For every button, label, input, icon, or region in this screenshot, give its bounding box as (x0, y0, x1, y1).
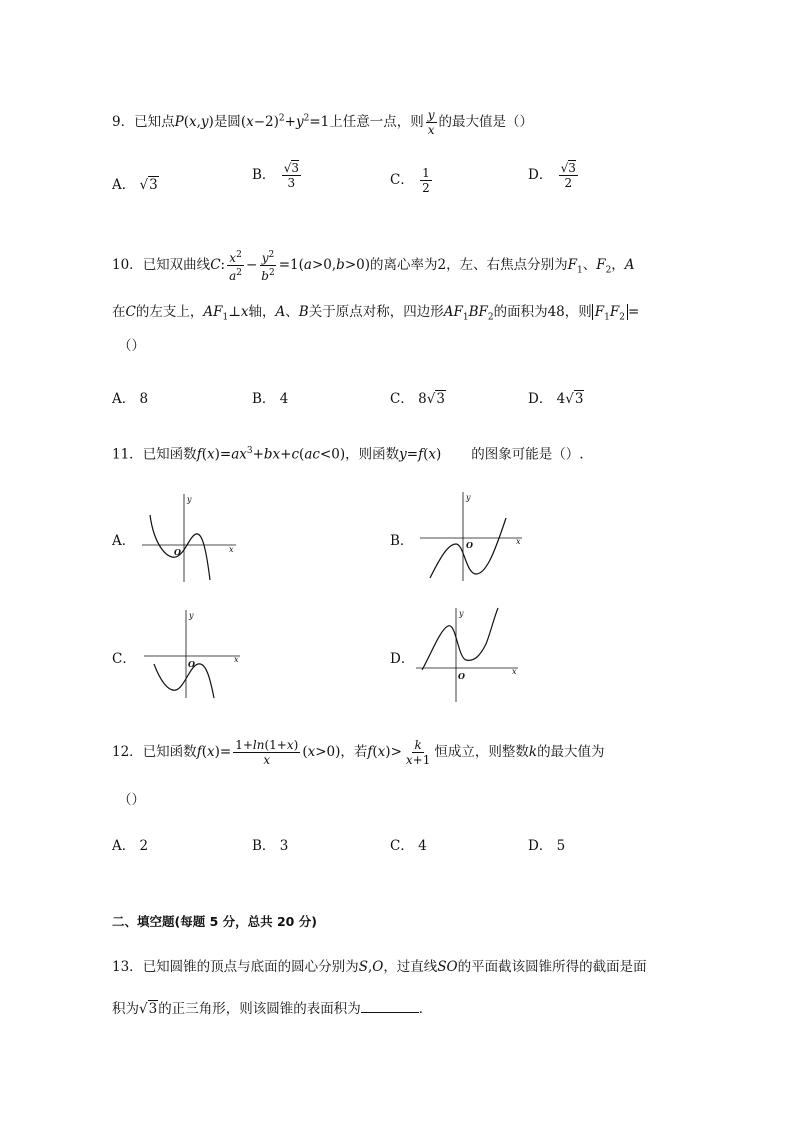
q10-option-c: C． 8√3 (390, 391, 445, 407)
y-axis-label: y (189, 611, 194, 620)
q11-option-c-label: C． (112, 651, 136, 667)
q12-option-d: D． 5 (528, 838, 566, 854)
q11-option-b-label: B． (390, 533, 414, 549)
q9-option-d: D． $\frac{√3}{2}$ (528, 161, 576, 190)
y-axis-label: y (187, 495, 192, 504)
answer-blank[interactable] (361, 1000, 419, 1013)
q11-graph-b (418, 488, 528, 583)
origin-label: O (174, 547, 181, 557)
q13-stem-line2: 积为√3的正三角形，则该圆锥的表面积为 ． (112, 1001, 433, 1017)
x-axis-label: x (229, 545, 234, 554)
y-axis-label: y (466, 493, 471, 502)
origin-label: O (458, 671, 465, 681)
q12-option-a: A． 2 (112, 838, 149, 854)
q10-option-b: B． 4 (252, 391, 289, 407)
q9-stem: 9．已知点P(x,y)是圆$(x-2)^2+y^2=1$上任意一点，则 $\frac{y}{x}$ 的最大值是（） (112, 108, 533, 137)
q12-stem: 12．已知函数f(x)= $\frac{1+\ln(1+x)}{x}$ (x>0)，若f(x)> $\frac{k}{x+1}$ 恒成立，则整数k的最大值为 (112, 738, 605, 767)
q11-option-d-label: D． (390, 651, 415, 667)
q9-number: 9． (112, 114, 135, 130)
q9-option-a: A． √3 (112, 177, 158, 193)
x-axis-label: x (512, 667, 517, 676)
origin-label: O (188, 659, 195, 669)
q12-number: 12． (112, 744, 143, 760)
x-axis-label: x (234, 655, 239, 664)
x-axis-label: x (516, 537, 521, 546)
q13-number: 13． (112, 959, 143, 975)
q10-stem-line1: 10．已知双曲线C: $\frac{x^2}{a^2}$ − $\frac{y^2}{b^2}$ =1(a>0,b>0)的离心率为2，左、右焦点分别为$F_1$、$F_2$，A (112, 250, 635, 283)
q11-graph-a (140, 490, 240, 585)
section-title: 二、填空题(每题 5 分，总共 20 分) (112, 914, 317, 929)
y-axis-label: y (459, 609, 464, 618)
q10-stem-line2: 在C的左支上，$AF_1\perp x$轴，A、B关于原点对称，四边形$AF_1BF_2$的面积为48，则 $F_1F_2$ = (112, 304, 640, 323)
math-y-over-x: $\frac{y}{x}$ (427, 108, 435, 137)
q9-option-b: B． $\frac{√3}{3}$ (252, 161, 300, 190)
q11-option-a-label: A． (112, 533, 136, 549)
q11-number: 11． (112, 446, 143, 463)
q10-option-a: A． 8 (112, 391, 149, 407)
curve (154, 664, 214, 698)
q12-stem-line2: （） (118, 792, 145, 808)
q12-option-b: B． 3 (252, 838, 289, 854)
origin-label: O (466, 540, 473, 550)
q11-graph-d (414, 604, 524, 704)
math-point-p: P (174, 114, 184, 130)
q10-option-d: D． 4√3 (528, 391, 584, 407)
q12-option-c: C． 4 (390, 838, 427, 854)
q10-stem-line3: （） (118, 338, 145, 354)
q13-stem-line1: 13．已知圆锥的顶点与底面的圆心分别为S,O，过直线SO的平面截该圆锥所得的截面是面 (112, 959, 647, 975)
q11-graph-c (140, 606, 245, 701)
q10-number: 10． (112, 257, 143, 273)
q11-stem: 11．已知函数$f(x)=ax^3+bx+c(ac<0)$，则函数y=f(x) 的图象可能是（）. (112, 446, 584, 463)
q9-option-c: C． $\frac{1}{2}$ (390, 166, 430, 195)
